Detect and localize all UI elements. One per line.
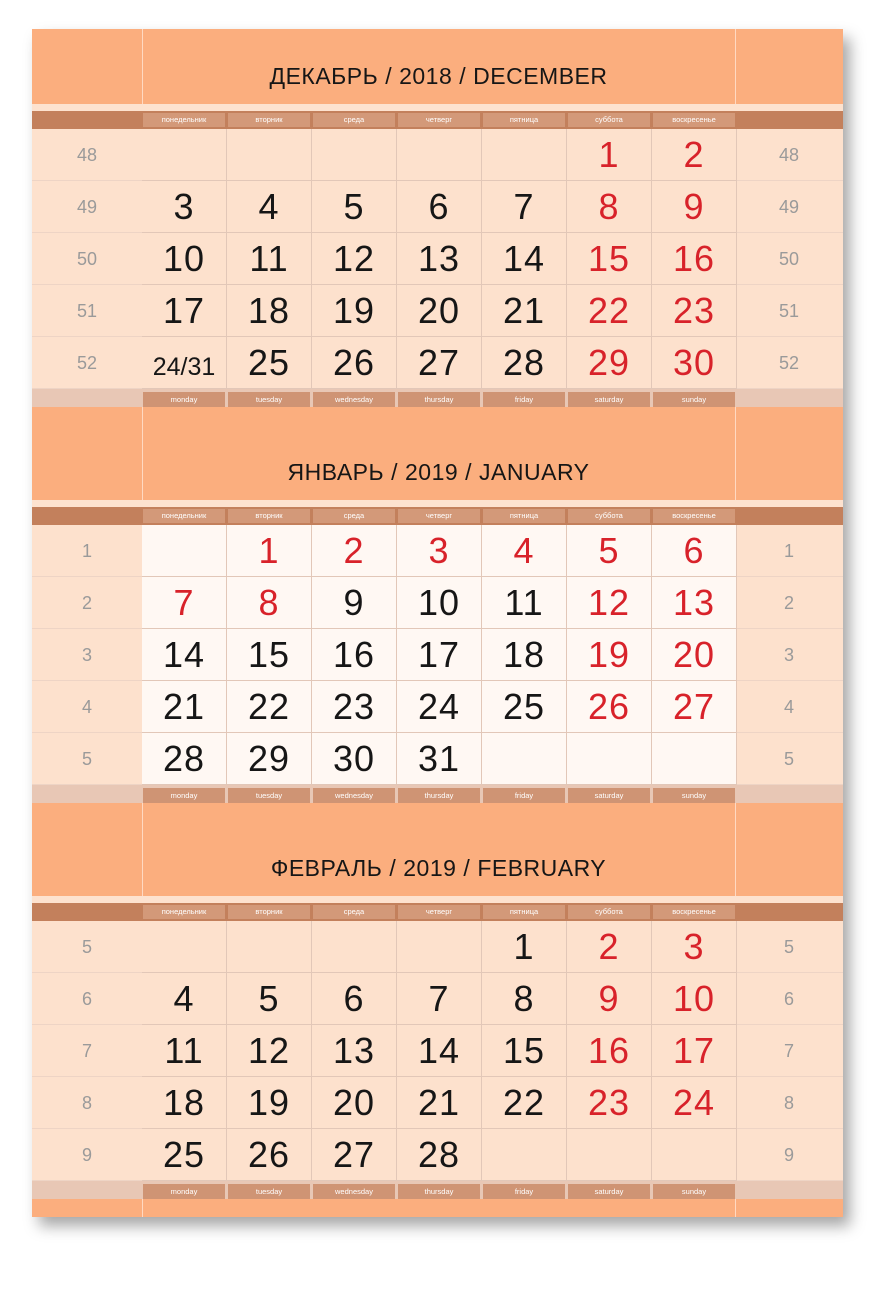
day-cell[interactable]: 4 (482, 525, 567, 577)
month-block-january (32, 425, 843, 821)
weekday-label-en: tuesday (228, 1184, 310, 1199)
day-cell[interactable]: 3 (652, 921, 737, 973)
day-cell[interactable]: 21 (397, 1077, 482, 1129)
week-number-left: 5 (32, 921, 142, 973)
day-cell (397, 921, 482, 973)
day-cell[interactable]: 16 (312, 629, 397, 681)
day-cell[interactable]: 25 (482, 681, 567, 733)
week-number-left: 9 (32, 1129, 142, 1181)
day-cell[interactable]: 8 (482, 973, 567, 1025)
day-cell[interactable]: 30 (312, 733, 397, 785)
day-cell[interactable]: 9 (652, 181, 737, 233)
month-block-december (32, 29, 843, 425)
weekday-label-ru: воскресенье (653, 905, 735, 919)
weekday-label-en: sunday (653, 1184, 735, 1199)
day-cell[interactable]: 22 (567, 285, 652, 337)
day-cell (227, 129, 312, 181)
weekday-label-ru: четверг (398, 509, 480, 523)
day-cell[interactable]: 24 (652, 1077, 737, 1129)
month-title-band (32, 29, 843, 104)
week-number-left: 7 (32, 1025, 142, 1077)
week-number-right: 48 (735, 129, 843, 181)
day-cell[interactable]: 21 (142, 681, 227, 733)
day-cell[interactable]: 17 (397, 629, 482, 681)
day-cell[interactable]: 18 (227, 285, 312, 337)
day-cell[interactable]: 10 (142, 233, 227, 285)
week-number-right: 3 (735, 629, 843, 681)
day-cell (227, 921, 312, 973)
weekday-footer-en (32, 1181, 843, 1199)
band-divider (142, 1199, 143, 1217)
title-separator: / (465, 459, 473, 485)
week-number-left: 51 (32, 285, 142, 337)
week-number-left: 6 (32, 973, 142, 1025)
day-cell (652, 733, 737, 785)
weekday-label-en: monday (143, 392, 225, 407)
month-bottom-band (32, 407, 843, 425)
weekday-header-ru (32, 903, 843, 921)
weekday-label-en: friday (483, 788, 565, 803)
band-divider (142, 803, 143, 821)
day-cell (567, 1129, 652, 1181)
day-cell[interactable]: 6 (312, 973, 397, 1025)
day-cell[interactable]: 20 (397, 285, 482, 337)
week-number-right: 4 (735, 681, 843, 733)
day-cell[interactable]: 8 (227, 577, 312, 629)
day-cell (482, 733, 567, 785)
day-cell[interactable]: 24 (397, 681, 482, 733)
day-cell[interactable]: 28 (397, 1129, 482, 1181)
day-cell[interactable]: 23 (312, 681, 397, 733)
weekday-footer-en (32, 785, 843, 803)
title-separator: / (385, 63, 393, 89)
day-cell[interactable]: 20 (652, 629, 737, 681)
day-cell[interactable]: 15 (227, 629, 312, 681)
week-number-right: 52 (735, 337, 843, 389)
day-cell[interactable]: 20 (312, 1077, 397, 1129)
day-cell[interactable]: 3 (142, 181, 227, 233)
day-cell[interactable]: 27 (312, 1129, 397, 1181)
weekday-label-en: saturday (568, 1184, 650, 1199)
band-divider (735, 425, 736, 500)
band-divider (735, 803, 736, 821)
weekday-label-en: monday (143, 788, 225, 803)
week-number-right: 49 (735, 181, 843, 233)
day-cell[interactable]: 18 (142, 1077, 227, 1129)
month-name-en: DECEMBER (473, 63, 608, 89)
weekday-label-ru: пятница (483, 113, 565, 127)
day-cell[interactable]: 2 (652, 129, 737, 181)
band-divider (735, 821, 736, 896)
day-cell (397, 129, 482, 181)
day-cell[interactable]: 1 (567, 129, 652, 181)
weekday-label-ru: вторник (228, 905, 310, 919)
day-cell[interactable]: 13 (652, 577, 737, 629)
month-title-band (32, 425, 843, 500)
weekday-label-ru: пятница (483, 509, 565, 523)
day-cell[interactable]: 26 (312, 337, 397, 389)
month-bottom-band (32, 1199, 843, 1217)
weekday-label-ru: понедельник (143, 113, 225, 127)
day-cell[interactable]: 2 (567, 921, 652, 973)
day-cell[interactable]: 16 (652, 233, 737, 285)
day-cell[interactable]: 27 (652, 681, 737, 733)
day-cell (482, 1129, 567, 1181)
combined-day-label: 24/31 (152, 353, 216, 381)
month-name-en: FEBRUARY (477, 855, 607, 881)
weekday-label-en: monday (143, 1184, 225, 1199)
day-cell (142, 525, 227, 577)
day-cell[interactable]: 25 (142, 1129, 227, 1181)
day-cell (567, 733, 652, 785)
day-cell[interactable]: 12 (567, 577, 652, 629)
divider-strip (32, 104, 843, 111)
weekday-label-en: wednesday (313, 1184, 395, 1199)
day-cell[interactable]: 11 (227, 233, 312, 285)
day-cell[interactable]: 9 (567, 973, 652, 1025)
day-cell[interactable]: 4 (227, 181, 312, 233)
week-number-right: 51 (735, 285, 843, 337)
week-number-left: 49 (32, 181, 142, 233)
day-cell[interactable]: 5 (567, 525, 652, 577)
week-number-right: 50 (735, 233, 843, 285)
day-cell[interactable]: 27 (397, 337, 482, 389)
weekday-label-en: wednesday (313, 788, 395, 803)
week-number-right: 9 (735, 1129, 843, 1181)
weekday-label-ru: суббота (568, 905, 650, 919)
day-cell[interactable]: 28 (482, 337, 567, 389)
week-number-left: 5 (32, 733, 142, 785)
week-number-left: 2 (32, 577, 142, 629)
title-separator: / (463, 855, 471, 881)
title-separator: / (389, 855, 397, 881)
day-cell[interactable]: 8 (567, 181, 652, 233)
weekday-footer-en (32, 389, 843, 407)
day-cell (652, 1129, 737, 1181)
week-number-left: 3 (32, 629, 142, 681)
weekday-label-en: thursday (398, 788, 480, 803)
day-cell (312, 129, 397, 181)
month-name-ru: ЯНВАРЬ (287, 459, 385, 485)
weekday-label-ru: вторник (228, 509, 310, 523)
day-cell[interactable]: 4 (142, 973, 227, 1025)
weekday-label-ru: пятница (483, 905, 565, 919)
day-cell[interactable]: 22 (227, 681, 312, 733)
month-name-ru: ФЕВРАЛЬ (270, 855, 383, 881)
weekday-label-ru: понедельник (143, 509, 225, 523)
band-divider (735, 1199, 736, 1217)
day-cell[interactable]: 19 (312, 285, 397, 337)
day-cell[interactable]: 6 (652, 525, 737, 577)
month-title-band (32, 821, 843, 896)
week-number-left: 52 (32, 337, 142, 389)
weekday-label-en: friday (483, 392, 565, 407)
day-cell (482, 129, 567, 181)
day-cell[interactable]: 29 (567, 337, 652, 389)
day-cell[interactable]: 26 (227, 1129, 312, 1181)
week-number-right: 6 (735, 973, 843, 1025)
weekday-label-ru: воскресенье (653, 113, 735, 127)
weekday-label-en: friday (483, 1184, 565, 1199)
day-cell[interactable]: 7 (142, 577, 227, 629)
day-cell[interactable]: 5 (227, 973, 312, 1025)
day-cell[interactable]: 12 (227, 1025, 312, 1077)
day-cell[interactable]: 10 (652, 973, 737, 1025)
month-title (142, 855, 735, 887)
day-cell[interactable]: 23 (652, 285, 737, 337)
day-cell[interactable]: 7 (397, 973, 482, 1025)
day-cell[interactable]: 1 (482, 921, 567, 973)
weekday-label-ru: четверг (398, 905, 480, 919)
day-cell[interactable]: 14 (397, 1025, 482, 1077)
day-cell[interactable]: 31 (397, 733, 482, 785)
day-cell[interactable]: 14 (142, 629, 227, 681)
month-bottom-band (32, 803, 843, 821)
month-block-february (32, 821, 843, 1217)
weekday-label-ru: вторник (228, 113, 310, 127)
month-year: 2019 (404, 459, 459, 485)
weekday-label-ru: суббота (568, 509, 650, 523)
weekday-label-en: saturday (568, 788, 650, 803)
day-cell[interactable]: 23 (567, 1077, 652, 1129)
week-number-right: 1 (735, 525, 843, 577)
weekday-label-en: tuesday (228, 788, 310, 803)
week-number-left: 50 (32, 233, 142, 285)
month-title (142, 459, 735, 491)
month-name-ru: ДЕКАБРЬ (269, 63, 379, 89)
band-divider (142, 407, 143, 425)
day-cell (142, 921, 227, 973)
day-cell (142, 129, 227, 181)
day-cell[interactable]: 15 (567, 233, 652, 285)
week-number-right: 2 (735, 577, 843, 629)
day-cell[interactable]: 10 (397, 577, 482, 629)
day-cell[interactable]: 1 (227, 525, 312, 577)
day-cell[interactable]: 6 (397, 181, 482, 233)
day-cell[interactable]: 17 (652, 1025, 737, 1077)
month-name-en: JANUARY (479, 459, 590, 485)
day-cell[interactable]: 25 (227, 337, 312, 389)
month-year: 2018 (399, 63, 453, 89)
weekday-label-ru: среда (313, 905, 395, 919)
band-divider (735, 407, 736, 425)
day-cell[interactable]: 2 (312, 525, 397, 577)
day-cell[interactable]: 11 (482, 577, 567, 629)
day-cell[interactable]: 18 (482, 629, 567, 681)
day-cell[interactable]: 3 (397, 525, 482, 577)
weekday-label-en: thursday (398, 1184, 480, 1199)
weekday-header-ru (32, 111, 843, 129)
day-cell[interactable]: 15 (482, 1025, 567, 1077)
week-number-left: 1 (32, 525, 142, 577)
day-cell[interactable]: 19 (567, 629, 652, 681)
day-cell[interactable]: 19 (227, 1077, 312, 1129)
day-cell[interactable]: 17 (142, 285, 227, 337)
band-divider (735, 29, 736, 104)
calendar-sheet (32, 29, 843, 1217)
weekday-label-en: wednesday (313, 392, 395, 407)
day-cell[interactable]: 30 (652, 337, 737, 389)
day-cell[interactable]: 13 (397, 233, 482, 285)
week-number-right: 7 (735, 1025, 843, 1077)
weekday-label-ru: понедельник (143, 905, 225, 919)
day-cell[interactable]: 11 (142, 1025, 227, 1077)
day-cell[interactable]: 26 (567, 681, 652, 733)
week-number-right: 8 (735, 1077, 843, 1129)
day-cell[interactable]: 28 (142, 733, 227, 785)
weekday-label-ru: четверг (398, 113, 480, 127)
title-separator: / (459, 63, 467, 89)
day-cell[interactable]: 7 (482, 181, 567, 233)
weekday-label-ru: суббота (568, 113, 650, 127)
week-number-right: 5 (735, 733, 843, 785)
title-separator: / (391, 459, 398, 485)
day-cell[interactable]: 21 (482, 285, 567, 337)
day-cell[interactable]: 22 (482, 1077, 567, 1129)
divider-strip (32, 896, 843, 903)
weekday-label-en: sunday (653, 788, 735, 803)
day-cell[interactable]: 9 (312, 577, 397, 629)
weekday-label-ru: среда (313, 113, 395, 127)
day-cell[interactable] (142, 337, 227, 389)
weekday-label-ru: среда (313, 509, 395, 523)
week-number-right: 5 (735, 921, 843, 973)
weekday-label-en: sunday (653, 392, 735, 407)
divider-strip (32, 500, 843, 507)
month-title (142, 63, 735, 95)
day-cell[interactable]: 12 (312, 233, 397, 285)
weekday-label-ru: воскресенье (653, 509, 735, 523)
day-cell[interactable]: 13 (312, 1025, 397, 1077)
weekday-label-en: tuesday (228, 392, 310, 407)
day-cell[interactable]: 5 (312, 181, 397, 233)
weekday-header-ru (32, 507, 843, 525)
day-cell (312, 921, 397, 973)
week-number-left: 8 (32, 1077, 142, 1129)
weekday-label-en: saturday (568, 392, 650, 407)
week-number-left: 4 (32, 681, 142, 733)
day-cell[interactable]: 16 (567, 1025, 652, 1077)
day-cell[interactable]: 14 (482, 233, 567, 285)
weekday-label-en: thursday (398, 392, 480, 407)
week-number-left: 48 (32, 129, 142, 181)
day-cell[interactable]: 29 (227, 733, 312, 785)
month-year: 2019 (403, 855, 457, 881)
